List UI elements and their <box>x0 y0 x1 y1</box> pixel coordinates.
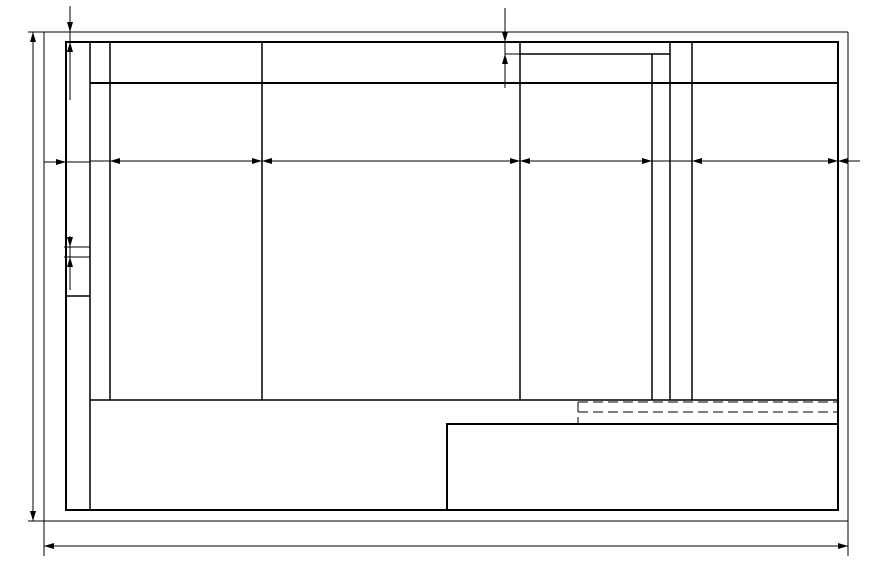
frame-border <box>66 42 838 510</box>
dashed-lines <box>578 402 838 424</box>
title-block-box <box>447 424 838 510</box>
dimension-arrows <box>30 22 848 549</box>
